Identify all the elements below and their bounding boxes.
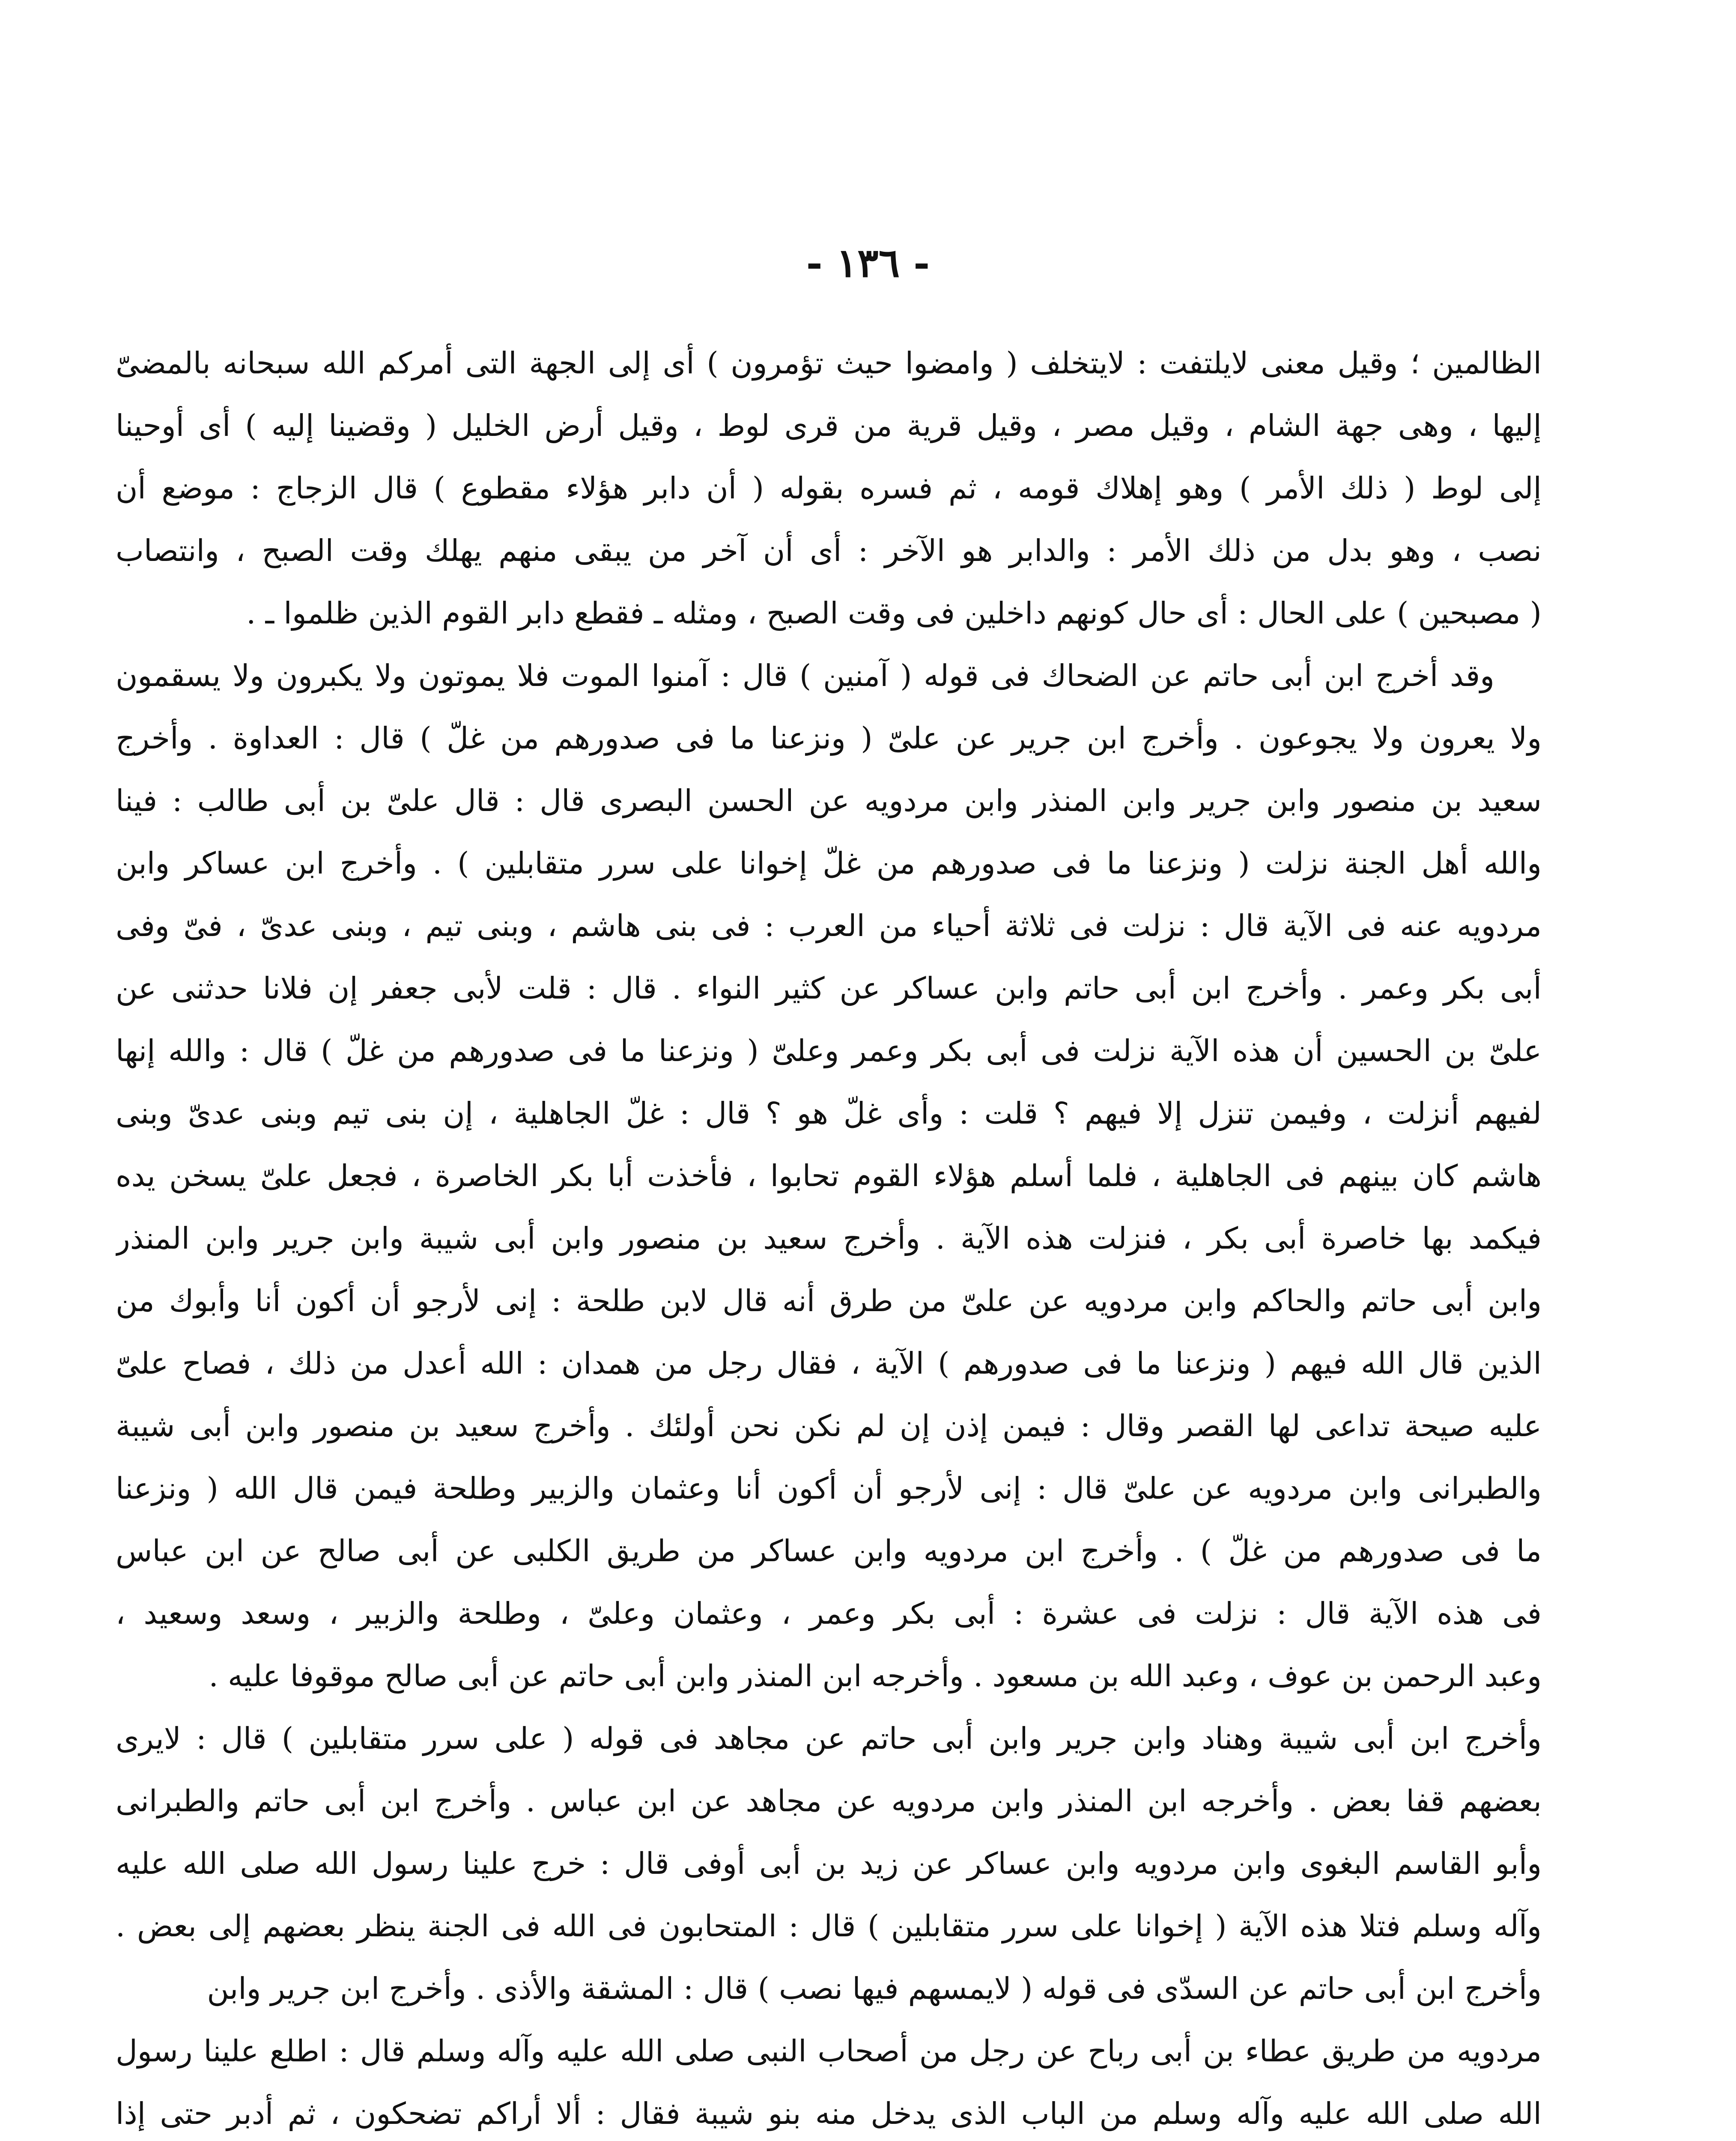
text-line: عليه صيحة تداعى لها القصر وقال : فيمن إذن إن لم نكن نحن أولئك . وأخرج سعيد بن منصور وابن أبى شيبة xyxy=(116,1408,1542,1443)
page-number: - ١٣٦ - xyxy=(806,240,930,286)
text-line: لفيهم أنزلت ، وفيمن تنزل إلا فيهم ؟ قلت : وأى غلّ هو ؟ قال : غلّ الجاهلية ، إن بنى تيم وبنى عدىّ وبنى xyxy=(116,1096,1542,1131)
text-line: الله صلى الله عليه وآله وسلم من الباب الذى يدخل منه بنو شيبة فقال : ألا أراكم تضحكون ، ثم أدبر حتى إذا xyxy=(116,2096,1542,2131)
text-line: فيكمد بها خاصرة أبى بكر ، فنزلت هذه الآية . وأخرج سعيد بن منصور وابن أبى شيبة وابن جرير وابن المنذر xyxy=(116,1221,1542,1256)
text-line: والطبرانى وابن مردويه عن علىّ قال : إنى لأرجو أن أكون أنا وعثمان والزبير وطلحة فيمن قال الله ( ونزعنا xyxy=(116,1471,1542,1506)
text-line: ولا يعرون ولا يجوعون . وأخرج ابن جرير عن علىّ ( ونزعنا ما فى صدورهم من غلّ ) قال : العداوة . وأخرج xyxy=(116,721,1542,756)
body-text xyxy=(116,332,1542,2141)
text-line: ( مصبحين ) على الحال : أى حال كونهم داخلين فى وقت الصبح ، ومثله ـ فقطع دابر القوم الذين ظلموا ـ . xyxy=(246,596,1542,631)
text-line: الذين قال الله فيهم ( ونزعنا ما فى صدورهم ) الآية ، فقال رجل من همدان : الله أعدل من ذلك ، فصاح علىّ xyxy=(116,1346,1542,1381)
text-line: هاشم كان بينهم فى الجاهلية ، فلما أسلم هؤلاء القوم تحابوا ، فأخذت أبا بكر الخاصرة ، فجعل علىّ يسخن يده xyxy=(116,1158,1542,1193)
text-line: وأبو القاسم البغوى وابن مردويه وابن عساكر عن زيد بن أبى أوفى قال : خرج علينا رسول الله صلى الله عليه xyxy=(116,1846,1542,1881)
text-line: والله أهل الجنة نزلت ( ونزعنا ما فى صدورهم من غلّ إخوانا على سرر متقابلين ) . وأخرج ابن عساكر وابن xyxy=(116,846,1542,881)
text-line: وقد أخرج ابن أبى حاتم عن الضحاك فى قوله ( آمنين ) قال : آمنوا الموت فلا يموتون ولا يكبرون ولا يسقمون xyxy=(116,658,1494,693)
text-line: إليها ، وهى جهة الشام ، وقيل مصر ، وقيل قرية من قرى لوط ، وقيل أرض الخليل ( وقضينا إليه ) أى أوحينا xyxy=(116,408,1542,443)
text-line: وآله وسلم فتلا هذه الآية ( إخوانا على سرر متقابلين ) قال : المتحابون فى الله فى الجنة ينظر بعضهم إلى بعض . xyxy=(116,1908,1542,1944)
text-line: وأخرج ابن أبى حاتم عن السدّى فى قوله ( لايمسهم فيها نصب ) قال : المشقة والأذى . وأخرج ابن جرير وابن xyxy=(207,1971,1542,2006)
text-line: أبى بكر وعمر . وأخرج ابن أبى حاتم وابن عساكر عن كثير النواء . قال : قلت لأبى جعفر إن فلانا حدثنى عن xyxy=(116,971,1542,1006)
text-line: نصب ، وهو بدل من ذلك الأمر : والدابر هو الآخر : أى أن آخر من يبقى منهم يهلك وقت الصبح ، وانتصاب xyxy=(116,533,1542,568)
text-line: بعضهم قفا بعض . وأخرجه ابن المنذر وابن مردويه عن مجاهد عن ابن عباس . وأخرج ابن أبى حاتم والطبرانى xyxy=(116,1783,1542,1819)
text-line: مردويه من طريق عطاء بن أبى رباح عن رجل من أصحاب النبى صلى الله عليه وآله وسلم قال : اطلع علينا رسول xyxy=(116,2034,1542,2069)
text-line: وعبد الرحمن بن عوف ، وعبد الله بن مسعود . وأخرجه ابن المنذر وابن أبى حاتم عن أبى صالح موقوفا عليه . xyxy=(209,1658,1542,1694)
text-line: فى هذه الآية قال : نزلت فى عشرة : أبى بكر وعمر ، وعثمان وعلىّ ، وطلحة والزبير ، وسعد وسعيد ، xyxy=(116,1596,1542,1631)
text-line: علىّ بن الحسين أن هذه الآية نزلت فى أبى بكر وعمر وعلىّ ( ونزعنا ما فى صدورهم من غلّ ) قال : والله إنها xyxy=(116,1033,1542,1068)
text-line: سعيد بن منصور وابن جرير وابن المنذر وابن مردويه عن الحسن البصرى قال : قال علىّ بن أبى طالب : فينا xyxy=(116,783,1542,818)
text-line: وأخرج ابن أبى شيبة وهناد وابن جرير وابن أبى حاتم عن مجاهد فى قوله ( على سرر متقابلين ) قال : لايرى xyxy=(116,1721,1542,1756)
text-line: الظالمين ؛ وقيل معنى لايلتفت : لايتخلف ( وامضوا حيث تؤمرون ) أى إلى الجهة التى أمركم الله سبحانه بالمضىّ xyxy=(116,346,1542,381)
text-line: إلى لوط ( ذلك الأمر ) وهو إهلاك قومه ، ثم فسره بقوله ( أن دابر هؤلاء مقطوع ) قال الزجاج : موضع أن xyxy=(116,471,1542,506)
text-line: مردويه عنه فى الآية قال : نزلت فى ثلاثة أحياء من العرب : فى بنى هاشم ، وبنى تيم ، وبنى عدىّ ، فىّ وفى xyxy=(116,908,1542,943)
text-line: وابن أبى حاتم والحاكم وابن مردويه عن علىّ من طرق أنه قال لابن طلحة : إنى لأرجو أن أكون أنا وأبوك من xyxy=(116,1283,1542,1318)
text-line: ما فى صدورهم من غلّ ) . وأخرج ابن مردويه وابن عساكر من طريق الكلبى عن أبى صالح عن ابن عباس xyxy=(116,1533,1542,1568)
